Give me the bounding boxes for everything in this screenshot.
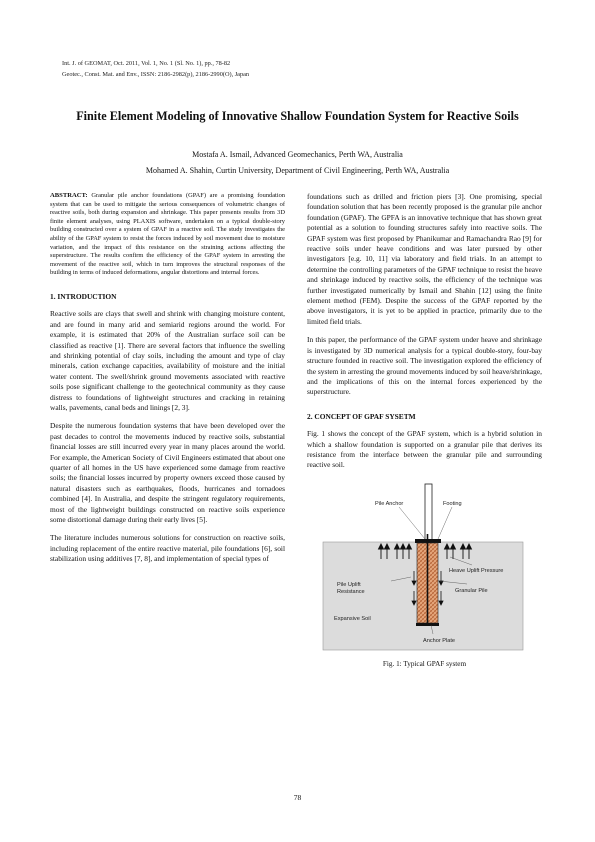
figure-gpaf-system — [307, 479, 542, 667]
label-anchor-plate: Anchor Plate — [423, 637, 456, 644]
anchor-plate — [416, 623, 439, 626]
gpaf-diagram — [307, 479, 542, 659]
right-column — [307, 192, 542, 667]
paragraph: foundations such as drilled and friction piers [3]. One promising, special foundation solution that has been recently proposed is the granular pile anchor foundation (GPAF). The GPFA is an innovative technique that has shown great potential as a solution to founding structures safely into reactive soils. The GPAF system was first proposed by Phanikumar and Ramachandra Rao [9] for reactive soils under heave conditions and was later pursued by other investigators [e.g. 10, 11] via laboratory and field trials. In an attempt to determine the controlling parameters of the GPAF technique to resist the heave and shrinkage induced by reactive soils, the efficiency of the technique was further investigated numerically by Ismail and Shahin [12] using the finite element method (FEM). Despite the success of the GPAF reported by the above investigators, it is yet to be applied in practice, primarily due to the limited field trials. — [307, 192, 542, 326]
column — [425, 484, 432, 543]
section-heading-introduction: 1. INTRODUCTION — [50, 291, 117, 301]
paragraph: Fig. 1 shows the concept of the GPAF system, which is a hybrid solution in which a shallow foundation is supported on a granular pile that derives its resistance from the interface between the granular pile and surrounding reactive soil. — [307, 429, 542, 470]
journal-citation-line: Int. J. of GEOMAT, Oct. 2011, Vol. 1, No. 1 (Sl. No. 1), pp., 78-82 — [62, 60, 231, 67]
figure-caption: Fig. 1: Typical GPAF system — [382, 659, 467, 668]
paragraph: Reactive soils are clays that swell and shrink with changing moisture content, and are found in many arid and semiarid regions around the world. For example, it is estimated that 20% of the Australian surface soil can be classified as reactive [1]. There are several factors that influence the swelling and shrinking potential of clay soils, including the amount and type of clay minerals, cation exchange capacities, availability of moisture and the initial water content. The swell/shrink ground movements associated with reactive soils pose significant challenge to the geotechnical community as they cause distress to foundations of lightweight structures and cracking in retaining walls, pavements, canal beds and linings [2, 3]. — [50, 309, 285, 412]
author-line-2: Mohamed A. Shahin, Curtin University, Department of Civil Engineering, Perth WA, Australia — [145, 166, 450, 175]
label-pile-uplift: Pile Uplift — [337, 581, 361, 588]
label-expansive-soil: Expansive Soil — [334, 615, 371, 622]
paragraph: Despite the numerous foundation systems that have been developed over the past decades to control the movements induced by reactive soils, substantial financial losses are still incurred every year in many places around the world. For example, the American Society of Civil Engineers estimated that about one quarter of all homes in the US have experienced some damage from reactive soils; the financial losses incurred by property owners exceed those caused by natural disasters such as earthquakes, floods, hurricanes and tornadoes combined [4]. In Australia, and despite the stringent regulatory requirements, most of the lightweight buildings constructed on reactive soils experience some distortional damage during their early lives [5]. — [50, 421, 285, 525]
paper-title: Finite Element Modeling of Innovative Shallow Foundation System for Reactive Soils — [76, 109, 519, 123]
left-column — [50, 192, 285, 573]
label-heave-uplift-pressure: Heave Uplift Pressure — [449, 567, 504, 574]
page-number: 78 — [293, 793, 302, 802]
abstract — [50, 192, 285, 278]
label-footing: Footing — [443, 500, 462, 507]
section-heading-concept: 2. CONCEPT OF GPAF SYSETM — [307, 411, 416, 421]
paragraph: In this paper, the performance of the GPAF system under heave and shrinkage is investigated by 3D numerical analysis for a typical double-story, four-bay structure founded in reactive soil. The investigation explored the efficiency of the system in arresting the ground movements induced by soil heave/shrinkage, and the implications of this on the internal forces experienced by the superstructure. — [307, 335, 543, 397]
label-resistance: Resistance — [337, 588, 365, 595]
label-pile-anchor: Pile Anchor — [375, 500, 404, 507]
abstract-text: Granular pile anchor foundations (GPAF) are a promising foundation system that can be used to mitigate the serious consequences of volumetric changes of reactive soils, both during expansion and shrinkage. This paper presents results from 3D finite element analyses, using PLAXIS software, undertaken on a typical double-story building constructed over a system of GPAF in a reactive soil. The study investigates the ability of the GPAF system to resist the forces induced by soil movement due to moisture variation, and the impact of this resistance on the straining actions affecting the superstructure. The results confirm the efficiency of the GPAF system in arresting the movement of the reactive soil, which in turn improves the structural responses of the building in terms of induced deformations, angular distortions and internal forces. — [50, 192, 285, 277]
journal-issn-line: Geotec., Const. Mat. and Env., ISSN: 2186-2982(p), 2186-2990(O), Japan — [62, 71, 250, 78]
label-granular-pile: Granular Pile — [455, 587, 488, 594]
author-line-1: Mostafa A. Ismail, Advanced Geomechanics, Perth WA, Australia — [192, 150, 403, 159]
paragraph: The literature includes numerous solutions for construction on reactive soils, including replacement of the entire reactive material, pile foundations [6], soil stabilization using additives [7, 8], and implementation of special types of — [50, 533, 285, 564]
abstract-label: ABSTRACT: — [50, 192, 88, 199]
